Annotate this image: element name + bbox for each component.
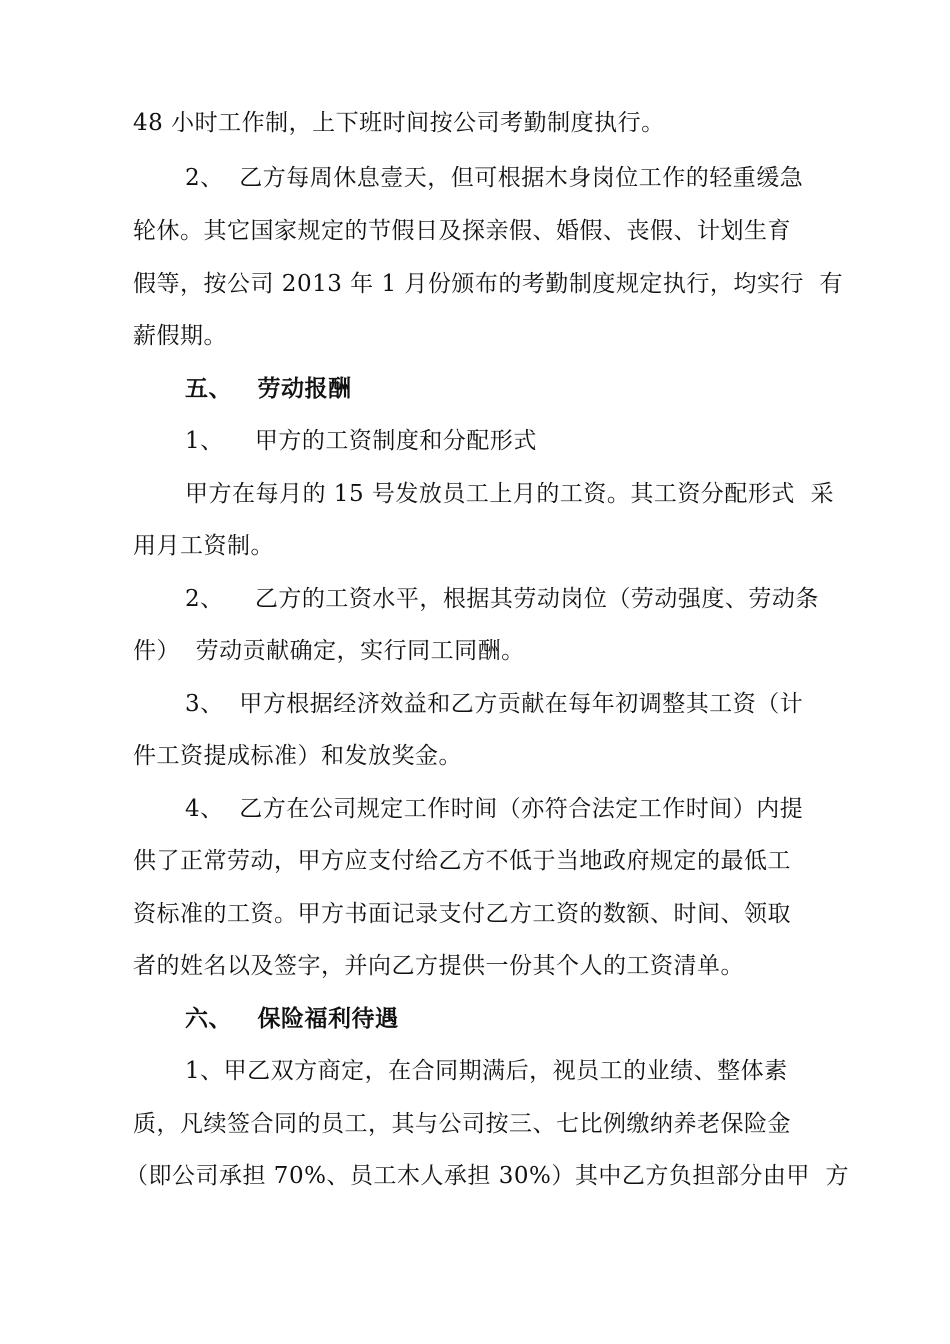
text-line: 用月工资制。: [133, 533, 274, 559]
text-line: 1、甲乙双方商定，在合同期满后，视员工的业绩、整体素: [185, 1058, 788, 1084]
text-line: （即公司承担 70%、员工木人承担 30%）其中乙方负担部分由甲 方: [125, 1163, 849, 1189]
text-line: 供了正常劳动，甲方应支付给乙方不低于当地政府规定的最低工: [133, 848, 791, 874]
section-heading: 六、 保险福利待遇: [185, 1005, 399, 1032]
text-line: 件工资提成标准）和发放奖金。: [133, 743, 462, 769]
text-line: 薪假期。: [133, 323, 227, 349]
text-line: 质，凡续签合同的员工，其与公司按三、七比例缴纳养老保险金: [133, 1111, 791, 1137]
text-line: 者的姓名以及签字，并向乙方提供一份其个人的工资清单。: [133, 953, 744, 979]
text-line: 1、 甲方的工资制度和分配形式: [185, 428, 537, 454]
text-line: 2、 乙方每周休息壹天，但可根据木身岗位工作的轻重缓急: [185, 165, 804, 191]
section-heading: 五、 劳动报酬: [185, 375, 352, 402]
text-line: 资标准的工资。甲方书面记录支付乙方工资的数额、时间、领取: [133, 901, 791, 927]
text-line: 件） 劳动贡献确定，实行同工同酬。: [133, 638, 525, 664]
text-line: 轮休。其它国家规定的节假日及探亲假、婚假、丧假、计划生育: [133, 218, 791, 244]
text-line: 甲方在每月的 15 号发放员工上月的工资。其工资分配形式 采: [185, 481, 835, 507]
text-line: 2、 乙方的工资水平，根据其劳动岗位（劳动强度、劳动条: [185, 586, 819, 612]
text-line: 4、 乙方在公司规定工作时间（亦符合法定工作时间）内提: [185, 796, 804, 822]
text-line: 48 小时工作制，上下班时间按公司考勤制度执行。: [133, 110, 665, 136]
text-line: 3、 甲方根据经济效益和乙方贡献在每年初调整其工资（计: [185, 691, 804, 717]
text-line: 假等，按公司 2013 年 1 月份颁布的考勤制度规定执行，均实行 有: [133, 271, 844, 297]
